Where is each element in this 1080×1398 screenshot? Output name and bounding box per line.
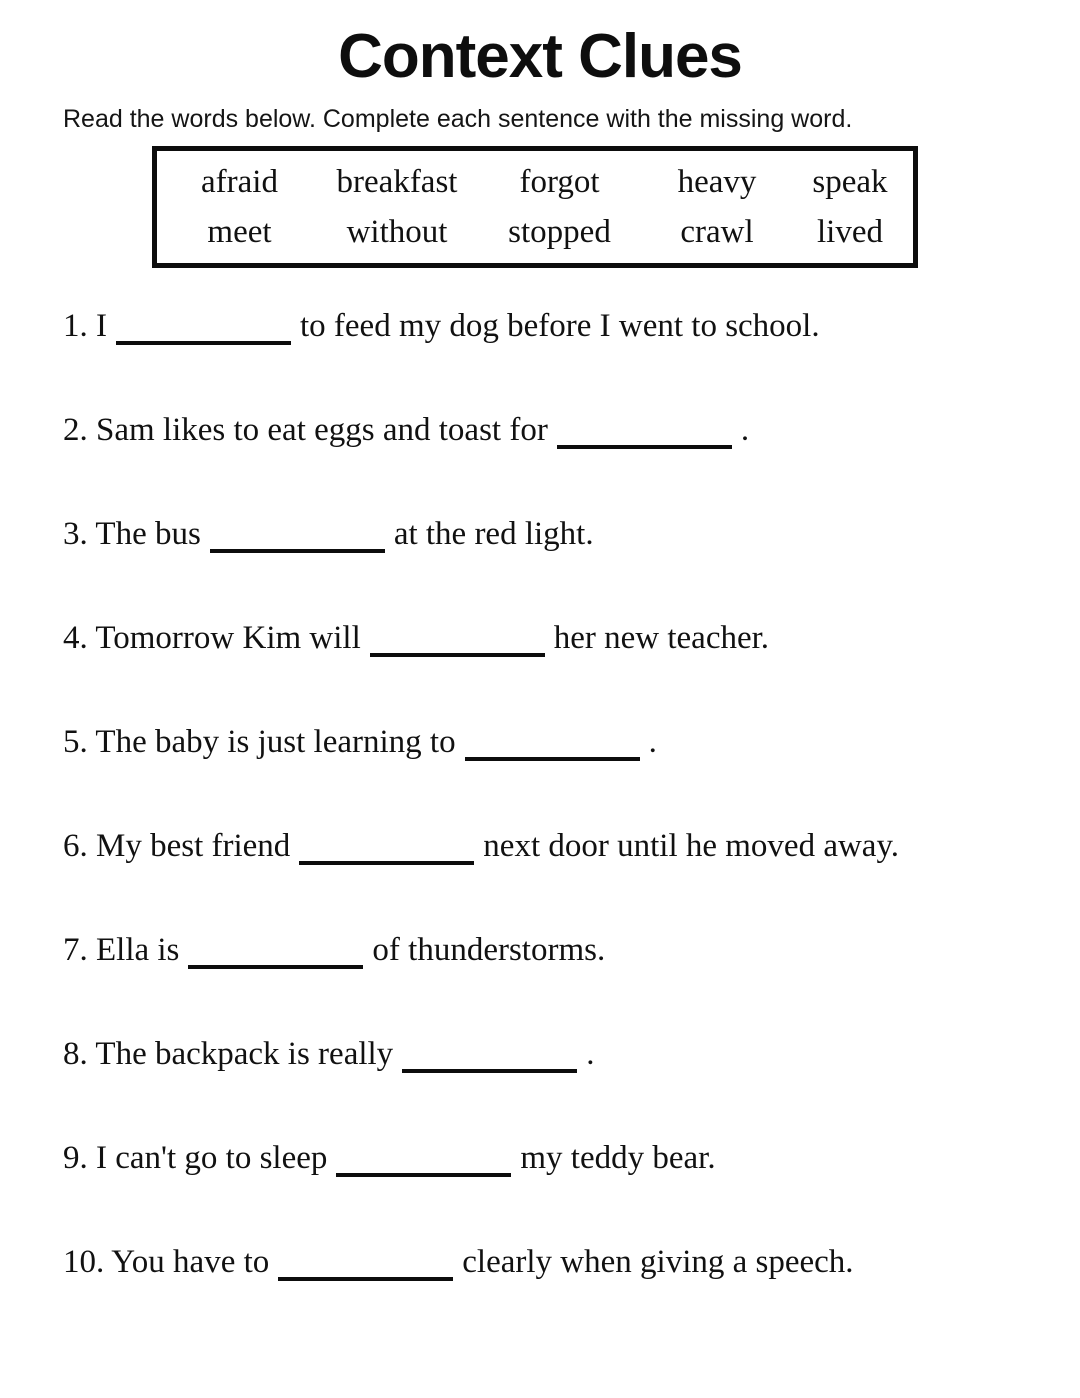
sentence-text-before-blank: Sam likes to eat eggs and toast for	[96, 411, 548, 448]
instructions-text: Read the words below. Complete each sentence with the missing word.	[63, 105, 853, 133]
page-title: Context Clues	[338, 22, 742, 91]
word-bank-word: heavy	[677, 163, 757, 200]
sentence-number: 10.	[63, 1243, 105, 1280]
answer-blank[interactable]	[402, 1035, 577, 1073]
sentence-text-before-blank: The backpack is really	[95, 1035, 394, 1072]
sentence-number: 3.	[63, 515, 88, 552]
answer-blank[interactable]	[116, 307, 291, 345]
sentence-text-after-blank: my teddy bear.	[520, 1139, 716, 1176]
sentence-text-before-blank: My best friend	[96, 827, 291, 864]
answer-blank[interactable]	[336, 1139, 511, 1177]
word-bank-word: crawl	[680, 213, 754, 250]
sentence-number: 7.	[63, 931, 88, 968]
word-bank-word: afraid	[201, 163, 278, 200]
sentence-text-after-blank: .	[740, 411, 750, 448]
sentence-text-before-blank: You have to	[111, 1243, 270, 1280]
sentence-text-before-blank: Ella is	[96, 931, 180, 968]
answer-blank[interactable]	[299, 827, 474, 865]
sentence-text-before-blank: The baby is just learning to	[95, 723, 456, 760]
answer-blank[interactable]	[465, 723, 640, 761]
sentence-text-before-blank: Tomorrow Kim will	[95, 619, 361, 656]
sentence-list	[63, 304, 1080, 1285]
sentence-row	[63, 1240, 1080, 1285]
sentence-text-before-blank: I	[96, 307, 107, 344]
answer-blank[interactable]	[278, 1243, 453, 1281]
sentence-number: 5.	[63, 723, 88, 760]
sentence-text-before-blank: The bus	[95, 515, 201, 552]
sentence-number: 6.	[63, 827, 88, 864]
sentence-text-after-blank: of thunderstorms.	[372, 931, 606, 968]
sentence-text-after-blank: at the red light.	[393, 515, 594, 552]
sentence-row	[63, 616, 1080, 661]
word-bank-word: breakfast	[336, 163, 458, 200]
sentence-text-after-blank: .	[648, 723, 657, 760]
sentence-text-after-blank: .	[586, 1035, 595, 1072]
sentence-row	[63, 408, 1080, 453]
sentence-number: 8.	[63, 1035, 88, 1072]
answer-blank[interactable]	[557, 411, 732, 449]
word-bank-word: without	[346, 213, 448, 250]
sentence-row	[63, 824, 1080, 869]
word-bank-row	[157, 157, 913, 207]
sentence-text-after-blank: next door until he moved away.	[483, 827, 900, 864]
sentence-row	[63, 928, 1080, 973]
answer-blank[interactable]	[188, 931, 363, 969]
sentence-row	[63, 304, 1080, 349]
sentence-text-after-blank: clearly when giving a speech.	[462, 1243, 854, 1280]
word-bank-word: lived	[817, 213, 883, 250]
answer-blank[interactable]	[370, 619, 545, 657]
sentence-number: 9.	[63, 1139, 88, 1176]
word-bank-row	[157, 207, 913, 257]
word-bank-word: stopped	[508, 213, 611, 250]
word-bank-word: meet	[207, 213, 272, 250]
sentence-number: 1.	[63, 307, 88, 344]
sentence-text-after-blank: her new teacher.	[553, 619, 770, 656]
sentence-number: 2.	[63, 411, 88, 448]
sentence-number: 4.	[63, 619, 88, 656]
sentence-row	[63, 512, 1080, 557]
sentence-row	[63, 720, 1080, 765]
answer-blank[interactable]	[210, 515, 385, 553]
sentence-text-after-blank: to feed my dog before I went to school.	[300, 307, 820, 344]
word-bank-word: speak	[812, 163, 888, 200]
sentence-text-before-blank: I can't go to sleep	[96, 1139, 328, 1176]
word-bank-word: forgot	[519, 163, 600, 200]
sentence-row	[63, 1136, 1080, 1181]
word-bank-box	[152, 146, 918, 268]
sentence-row	[63, 1032, 1080, 1077]
